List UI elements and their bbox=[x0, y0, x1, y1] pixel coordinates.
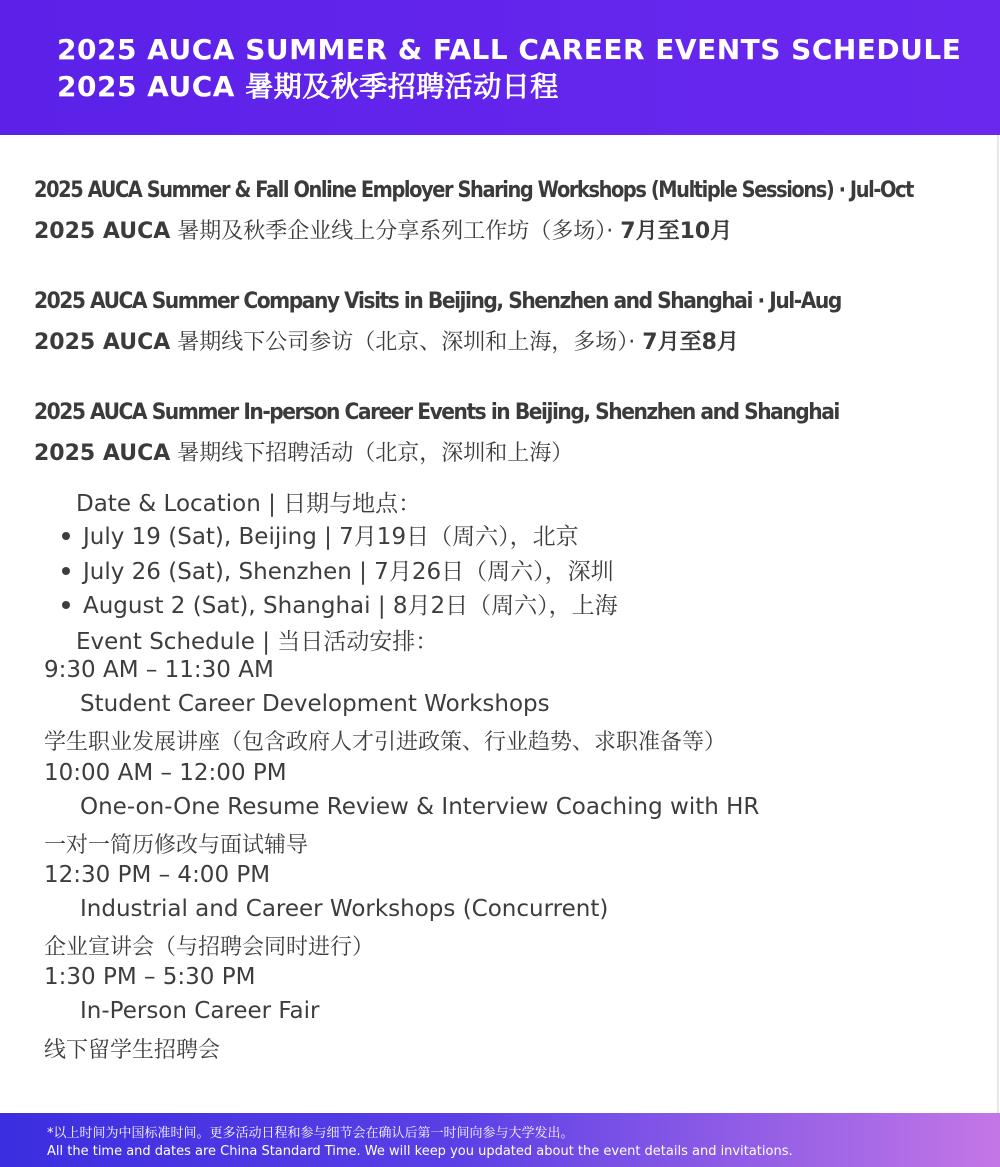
schedule-activity-en: Industrial and Career Workshops (Concurrent) bbox=[80, 896, 609, 922]
event-3-title-en: 2025 AUCA Summer In-person Career Events in Beijing, Shenzhen and Shanghai bbox=[34, 400, 839, 425]
event-2-zh-text: 暑期线下公司参访（北京、深圳和上海，多场）· bbox=[170, 330, 643, 355]
schedule-activity-zh: 一对一简历修改与面试辅导 bbox=[44, 833, 309, 858]
event-3-zh-prefix: 2025 AUCA bbox=[34, 441, 171, 466]
event-3-title-zh bbox=[34, 436, 573, 467]
date-location-item: July 19 (Sat), Beijing | 7月19日（周六），北京 bbox=[62, 518, 579, 551]
bullet-icon bbox=[62, 532, 70, 540]
footer-note-en: All the time and dates are China Standard Time. We will keep you updated about the event details and invitations. bbox=[47, 1144, 793, 1159]
event-1-title-en: 2025 AUCA Summer & Fall Online Employer Sharing Workshops (Multiple Sessions) · Jul-Oct bbox=[34, 178, 914, 203]
event-3-zh-text: 暑期线下招聘活动（北京，深圳和上海） bbox=[170, 441, 574, 466]
date-location-item: July 26 (Sat), Shenzhen | 7月26日（周六），深圳 bbox=[62, 553, 614, 586]
footer-note-zh: *以上时间为中国标准时间。更多活动日程和参与细节会在确认后第一时间向参与大学发出。 bbox=[47, 1126, 574, 1141]
footer-banner bbox=[0, 1113, 1000, 1167]
schedule-activity-zh: 学生职业发展讲座（包含政府人才引进政策、行业趋势、求职准备等） bbox=[44, 730, 727, 755]
event-schedule-label: Event Schedule | 当日活动安排： bbox=[76, 629, 439, 655]
bullet-icon bbox=[62, 567, 70, 575]
date-location-item: August 2 (Sat), Shanghai | 8月2日（周六），上海 bbox=[62, 587, 618, 620]
right-divider bbox=[997, 135, 999, 1113]
schedule-activity-zh: 企业宣讲会（与招聘会同时进行） bbox=[44, 935, 375, 960]
event-2-zh-prefix: 2025 AUCA bbox=[34, 330, 171, 355]
schedule-activity-en: Student Career Development Workshops bbox=[80, 691, 550, 717]
event-1-zh-suffix: 7月至10月 bbox=[620, 219, 733, 244]
event-2-title-en: 2025 AUCA Summer Company Visits in Beijing, Shenzhen and Shanghai · Jul-Aug bbox=[34, 289, 841, 314]
page-title-zh: 2025 AUCA 暑期及秋季招聘活动日程 bbox=[57, 70, 559, 103]
event-1-title-zh bbox=[34, 214, 732, 245]
schedule-time: 12:30 PM – 4:00 PM bbox=[44, 862, 271, 888]
event-1-zh-prefix: 2025 AUCA bbox=[34, 219, 171, 244]
event-2-title-zh bbox=[34, 325, 739, 356]
schedule-time: 9:30 AM – 11:30 AM bbox=[44, 657, 274, 683]
page-title-en: 2025 AUCA SUMMER & FALL CAREER EVENTS SCHEDULE bbox=[57, 33, 962, 66]
schedule-time: 10:00 AM – 12:00 PM bbox=[44, 760, 287, 786]
event-2-zh-suffix: 7月至8月 bbox=[642, 330, 739, 355]
schedule-activity-en: In-Person Career Fair bbox=[80, 998, 320, 1024]
date-location-label: Date & Location | 日期与地点： bbox=[76, 491, 422, 517]
bullet-icon bbox=[62, 601, 70, 609]
schedule-activity-zh: 线下留学生招聘会 bbox=[44, 1038, 221, 1063]
header-banner bbox=[0, 0, 1000, 135]
schedule-time: 1:30 PM – 5:30 PM bbox=[44, 964, 256, 990]
event-1-zh-text: 暑期及秋季企业线上分享系列工作坊（多场）· bbox=[170, 219, 621, 244]
schedule-activity-en: One-on-One Resume Review & Interview Coaching with HR bbox=[80, 794, 760, 820]
